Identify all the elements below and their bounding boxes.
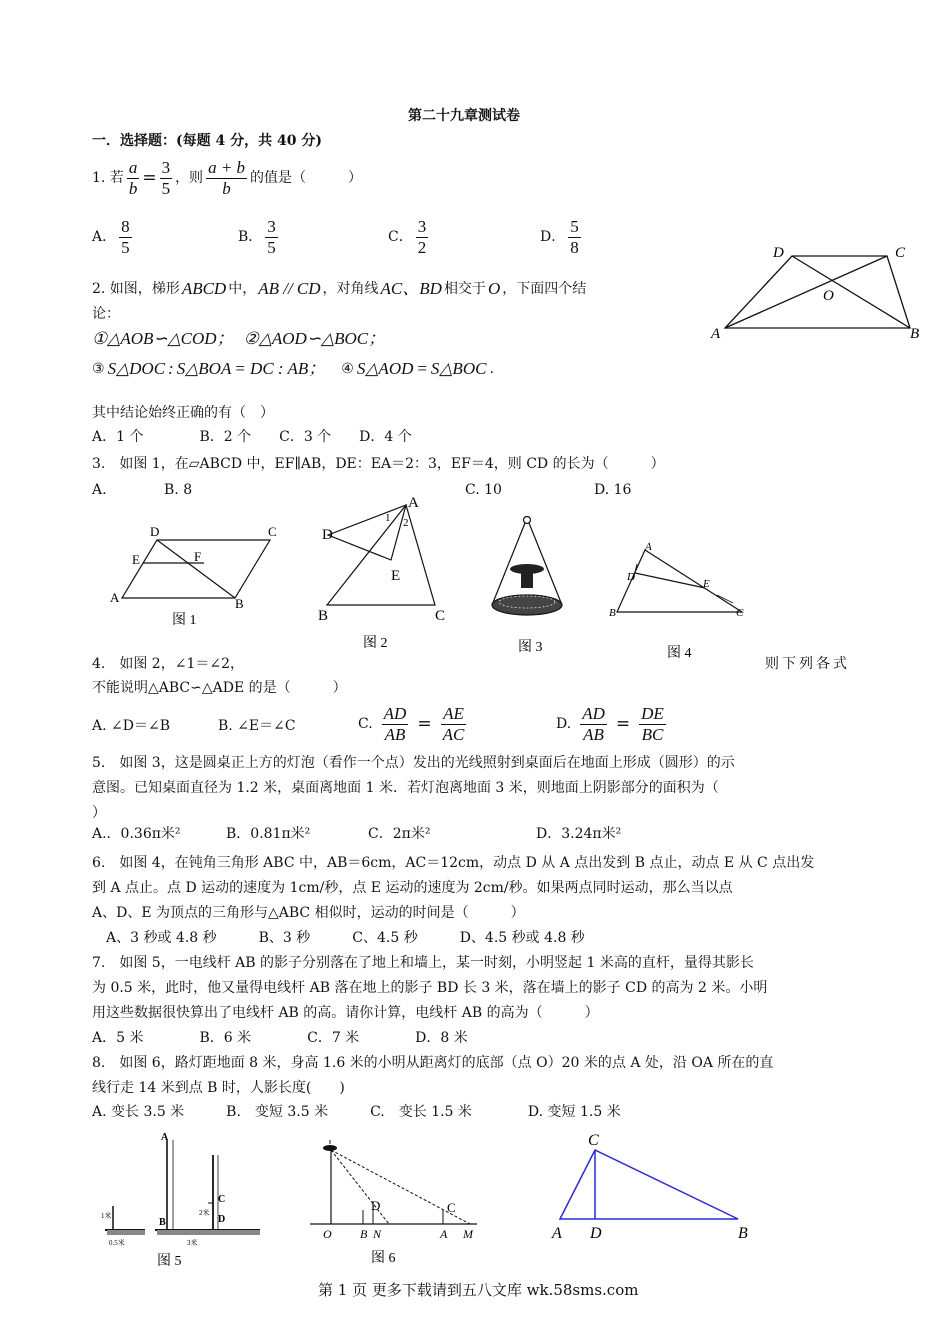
q4-line2: 不能说明△ABC∽△ADE 的是（ ） (92, 680, 347, 696)
page-title: 第二十九章测试卷 (408, 108, 520, 124)
question-8-line1: 8. 如图 6，路灯距地面 8 米，身高 1.6 米的小明从距离灯的底部（点 O）20 米的点 A 处，沿 OA 所在的直 (92, 1055, 774, 1071)
trap-label-o: O (823, 288, 834, 304)
svg-text:E: E (703, 578, 710, 590)
q6-options: A、3 秒或 4.8 秒 B、3 秒 C、4.5 秒 D、4.5 秒或 4.8 秒 (106, 930, 585, 946)
svg-text:B: B (609, 607, 616, 619)
question-2: 2. 如图，梯形 ABCD 中， AB // CD ，对角线 AC、BD 相交于 O ，下面四个结 (92, 279, 587, 298)
svg-text:E: E (391, 568, 401, 584)
svg-text:C: C (435, 608, 446, 624)
question-6-line3: A、D、E 为顶点的三角形与△ABC 相似时，运动的时间是（ ） (92, 905, 525, 921)
fig5-caption: 图 5 (157, 1254, 182, 1269)
svg-text:A: A (161, 1132, 169, 1143)
q5-option-c: C．2π米² (368, 826, 431, 842)
q2-conclusions-34: ③ S△DOC : S△BOA = DC : AB； ④ S△AOD = S△BOC . (92, 359, 494, 378)
svg-text:N: N (373, 1227, 382, 1241)
svg-text:F: F (194, 549, 202, 564)
q1-option-c: C． $\frac{3}{2}$ (388, 217, 427, 257)
q5-option-a: A.．0.36π米² (92, 826, 181, 842)
svg-text:A: A (645, 541, 652, 553)
q4-option-d: D. $\frac{AD}{AB}$ = $\frac{DE}{BC}$ (556, 704, 664, 744)
q8-options: A. 变长 3.5 米 B. 变短 3.5 米 C. 变长 1.5 米 D. 变短 1.5 米 (92, 1104, 621, 1120)
svg-text:0.5米: 0.5米 (109, 1239, 125, 1247)
section-heading: 一．选择题：(每题 4 分，共 40 分) (92, 133, 322, 149)
question-5-line1: 5. 如图 3，这是圆桌正上方的灯泡（看作一个点）发出的光线照射到桌面后在地面上形成（圆形）的示 (92, 755, 735, 771)
svg-text:A: A (440, 1227, 448, 1241)
svg-text:D: D (590, 1225, 602, 1242)
q2-conclusions-12: ①△AOB∽△COD； ②△AOD∽△BOC； (92, 329, 386, 348)
fig2-caption: 图 2 (363, 636, 388, 651)
q1-frac-ab: $\frac{a}{b}$ (128, 158, 138, 198)
page-footer: 第 1 页 更多下载请到五八文库 wk.58sms.com (318, 1281, 639, 1299)
q2-line2: 论： (92, 306, 120, 322)
question-8-line2: 线行走 14 米到点 B 时，人影长度( ) (92, 1080, 345, 1096)
trap-label-a: A (711, 326, 721, 342)
trap-label-c: C (895, 245, 906, 261)
svg-text:E: E (132, 552, 140, 567)
svg-text:D: D (371, 1198, 381, 1213)
svg-text:C: C (588, 1132, 599, 1149)
svg-text:A: A (552, 1225, 562, 1242)
q1-frac-apb: $\frac{a + b}{b}$ (208, 158, 246, 198)
q2-options: A．1 个 B．2 个 C．3 个 D．4 个 (92, 429, 412, 445)
figure-6 (305, 1130, 490, 1275)
question-5-line2: 意图。已知桌面直径为 1.2 米，桌面离地面 1 米．若灯泡离地面 3 米，则地面上阴影部分的面积为（ (92, 780, 719, 796)
svg-text:M: M (463, 1227, 473, 1241)
fig1-caption: 图 1 (172, 613, 197, 628)
svg-text:A: A (110, 590, 120, 605)
q1-prefix: 1. 若 (92, 169, 124, 186)
q3-option-a: A. (92, 482, 107, 498)
figure-3 (480, 510, 580, 660)
q4-option-c: C. $\frac{AD}{AB}$ = $\frac{AE}{AC}$ (358, 704, 465, 744)
svg-text:C: C (268, 524, 277, 539)
svg-text:C: C (447, 1200, 456, 1215)
trap-label-d: D (773, 245, 784, 261)
q5-option-b: B．0.81π米² (226, 826, 311, 842)
svg-text:3米: 3米 (187, 1239, 198, 1247)
question-3: 3. 如图 1，在▱ABCD 中，EF∥AB，DE：EA＝2：3，EF＝4，则 CD 的长为（ ） (92, 456, 665, 472)
q1-option-a: A． $\frac{8}{5}$ (92, 217, 130, 257)
q4-option-b: B. ∠E＝∠C (218, 718, 296, 734)
question-7-line3: 用这些数据很快算出了电线杆 AB 的高。请你计算，电线杆 AB 的高为（ ） (92, 1005, 599, 1021)
svg-text:B: B (738, 1225, 748, 1242)
svg-text:2米: 2米 (199, 1209, 210, 1217)
svg-text:B: B (360, 1227, 368, 1241)
trapezoid-figure (705, 240, 925, 345)
svg-text:D: D (627, 571, 635, 583)
q3-option-b: B. 8 (164, 482, 193, 498)
svg-text:B: B (318, 608, 329, 624)
right-triangle-figure (548, 1128, 758, 1243)
fig4-caption: 图 4 (667, 646, 692, 661)
q2-question: 其中结论始终正确的有（ ） (92, 405, 274, 421)
q4-tail: 则下列各式 (765, 656, 850, 672)
svg-text:B: B (235, 596, 244, 611)
svg-text:1米: 1米 (101, 1212, 112, 1220)
question-4: 4. 如图 2，∠1＝∠2， (92, 656, 244, 672)
q1-option-d: D． $\frac{5}{8}$ (540, 217, 579, 257)
svg-text:A: A (408, 495, 419, 511)
svg-text:B: B (159, 1217, 166, 1228)
q3-option-c: C. 10 (465, 482, 502, 498)
svg-text:C: C (736, 607, 744, 619)
figure-1 (100, 520, 290, 635)
q1-option-b: B． $\frac{3}{5}$ (238, 217, 276, 257)
question-1: 1. 若 $\frac{a}{b}$ = $\frac{3}{5}$ ，则 $\frac{a + b}{b}$ 的值是（ ） (92, 158, 363, 198)
q1-frac-35: $\frac{3}{5}$ (161, 158, 171, 198)
question-7-line1: 7. 如图 5，一电线杆 AB 的影子分别落在了地上和墙上，某一时刻，小明竖起 1 米高的直杆，量得其影长 (92, 955, 754, 971)
question-6-line2: 到 A 点止。点 D 运动的速度为 1cm/秒，点 E 运动的速度为 2cm/秒。如果两点同时运动，那么当以点 (92, 880, 733, 896)
svg-text:2: 2 (403, 517, 409, 529)
question-5-line3: ） (92, 805, 106, 821)
svg-text:O: O (323, 1227, 332, 1241)
figure-5 (95, 1130, 270, 1275)
q5-option-d: D．3.24π米² (536, 826, 622, 842)
svg-text:D: D (150, 524, 160, 539)
figure-4 (605, 540, 755, 665)
svg-text:C: C (218, 1194, 226, 1205)
svg-text:D: D (322, 527, 333, 543)
svg-text:D: D (218, 1214, 226, 1225)
q7-options: A．5 米 B．6 米 C．7 米 D．8 米 (92, 1030, 468, 1046)
fig3-caption: 图 3 (518, 640, 543, 655)
q3-option-d: D. 16 (594, 482, 632, 498)
svg-text:1: 1 (385, 512, 391, 524)
fig6-caption: 图 6 (371, 1251, 396, 1266)
question-7-line2: 为 0.5 米，此时，他又量得电线杆 AB 落在地上的影子 BD 长 3 米，落在墙上的影子 CD 的高为 2 米。小明 (92, 980, 768, 996)
trap-label-b: B (910, 326, 920, 342)
figure-2 (315, 495, 455, 655)
question-6-line1: 6. 如图 4，在钝角三角形 ABC 中，AB＝6cm，AC＝12cm，动点 D 从 A 点出发到 B 点止，动点 E 从 C 点出发 (92, 855, 815, 871)
q4-option-a: A. ∠D＝∠B (92, 718, 170, 734)
